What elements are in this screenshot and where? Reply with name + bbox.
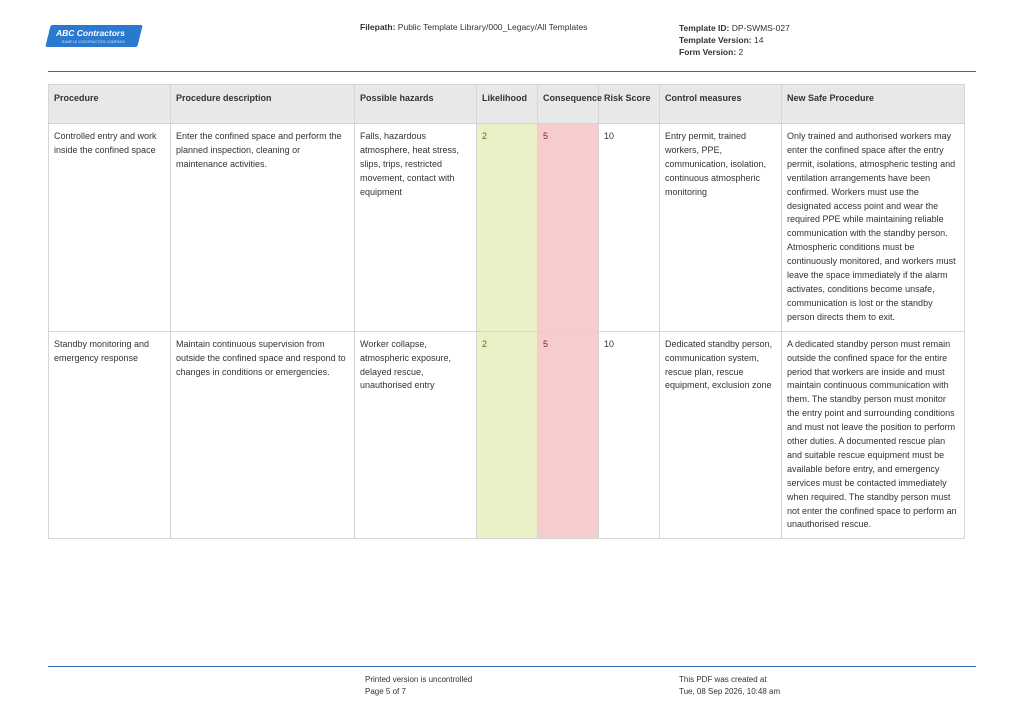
- form-version: [679, 46, 790, 58]
- table-header-row: [49, 85, 965, 124]
- table-row: [49, 124, 965, 332]
- cell-description: Maintain continuous supervision from outside the confined space and respond to changes in conditions or emergencies.: [171, 331, 355, 539]
- cell-hazards: Falls, hazardous atmosphere, heat stress, slips, trips, restricted movement, contact with equipment: [355, 124, 477, 332]
- cell-consequence: 5: [538, 331, 599, 539]
- form-version-value: 2: [738, 47, 744, 57]
- cell-new-safe-procedure: A dedicated standby person must remain outside the confined space for the entire period that workers are inside and must maintain continuous communication with them. The standby person must monitor the entry point and surrounding conditions and must not leave the position to perform other duties. A documented rescue plan and suitable rescue equipment must be available before entry, and emergency services must be contacted immediately when required. The standby person must not enter the confined space to perform an unauthorised rescue.: [782, 331, 965, 539]
- template-id: [679, 22, 790, 34]
- cell-procedure: Standby monitoring and emergency response: [49, 331, 171, 539]
- header-possible-hazards: Possible hazards: [355, 85, 477, 124]
- cell-risk-score: 10: [599, 124, 660, 332]
- logo-subtext: SAMPLE CONTRACTOR COMPANY: [62, 40, 126, 44]
- cell-risk-score: 10: [599, 331, 660, 539]
- filepath-value: Public Template Library/000_Legacy/All Templates: [397, 22, 588, 32]
- swms-table: [48, 84, 965, 539]
- template-version-label: Template Version:: [679, 35, 752, 45]
- cell-consequence: 5: [538, 124, 599, 332]
- page-number: Page 5 of 7: [365, 687, 406, 696]
- header-procedure-description: Procedure description: [171, 85, 355, 124]
- form-version-label: Form Version:: [679, 47, 737, 57]
- header-consequence: Consequence: [538, 85, 599, 124]
- cell-likelihood: 2: [477, 124, 538, 332]
- cell-new-safe-procedure: Only trained and authorised workers may enter the confined space after the entry permit, isolations, atmospheric testing and ventilation arrangements have been confirmed. Workers must use the designated access point and wear the required PPE while maintaining reliable communication with the standby person. Atmospheric conditions must be continuously monitored, and workers must leave the space immediately if the alarm activates, conditions become unsafe, communication is lost or the standby person directs them to exit.: [782, 124, 965, 332]
- cell-control-measures: Entry permit, trained workers, PPE, communication, isolation, continuous atmospheric monitoring: [660, 124, 782, 332]
- template-meta: [679, 22, 790, 58]
- cell-likelihood: 2: [477, 331, 538, 539]
- footer-print-info: [365, 674, 472, 698]
- uncontrolled-notice: Printed version is uncontrolled: [365, 675, 473, 684]
- filepath-label: Filepath:: [360, 22, 396, 32]
- cell-procedure: Controlled entry and work inside the confined space: [49, 124, 171, 332]
- header-divider: [48, 71, 976, 72]
- footer-created-info: [679, 674, 780, 698]
- template-id-value: DP-SWMS-027: [731, 23, 790, 33]
- created-timestamp: Tue, 08 Sep 2026, 10:48 am: [679, 687, 781, 696]
- cell-hazards: Worker collapse, atmospheric exposure, delayed rescue, unauthorised entry: [355, 331, 477, 539]
- header-new-safe-procedure: New Safe Procedure: [782, 85, 965, 124]
- template-version-value: 14: [753, 35, 764, 45]
- footer-divider: [48, 666, 976, 667]
- table-row: [49, 331, 965, 539]
- template-version: [679, 34, 790, 46]
- created-label: This PDF was created at: [679, 675, 767, 684]
- template-id-label: Template ID:: [679, 23, 730, 33]
- header-likelihood: Likelihood: [477, 85, 538, 124]
- cell-control-measures: Dedicated standby person, communication system, rescue plan, rescue equipment, exclusion zone: [660, 331, 782, 539]
- company-logo: [48, 25, 140, 51]
- header-control-measures: Control measures: [660, 85, 782, 124]
- header-risk-score: Risk Score: [599, 85, 660, 124]
- logo-text: ABC Contractors: [56, 28, 125, 38]
- filepath: [360, 22, 587, 32]
- cell-description: Enter the confined space and perform the planned inspection, cleaning or maintenance activities.: [171, 124, 355, 332]
- header-procedure: Procedure: [49, 85, 171, 124]
